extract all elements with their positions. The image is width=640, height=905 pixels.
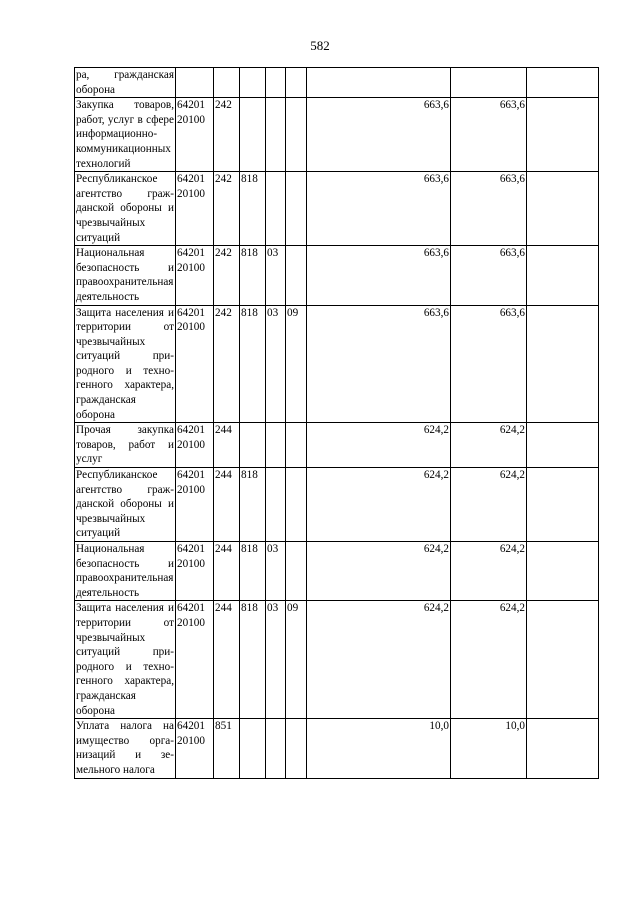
section-code: 03 [266, 601, 286, 719]
amount-cell-2: 10,0 [451, 719, 527, 778]
row-name: Республиканское агентство гражданской обороны и чрезвычайных ситуаций [75, 468, 176, 542]
empty-cell [527, 468, 599, 542]
table-row [75, 98, 599, 172]
row-name: Закупка товаров, работ, услуг в сфере информационно-коммуникационных технологий [75, 98, 176, 172]
subsection-code [286, 423, 307, 468]
table-row [75, 246, 599, 305]
amount-cell: 663,6 [307, 98, 451, 172]
administrator-code [240, 423, 266, 468]
target-article-code: 64201 20100 [176, 542, 214, 601]
table-row [75, 542, 599, 601]
target-article-code: 64201 20100 [176, 468, 214, 542]
amount-cell-2: 663,6 [451, 98, 527, 172]
table-row [75, 68, 599, 98]
administrator-code: 818 [240, 601, 266, 719]
empty-cell [527, 305, 599, 423]
target-article-code: 64201 20100 [176, 719, 214, 778]
empty-cell [527, 68, 599, 98]
amount-cell: 663,6 [307, 305, 451, 423]
target-article-code: 64201 20100 [176, 98, 214, 172]
subsection-code [286, 246, 307, 305]
row-name: Защита населения и территории от чрезвычайных ситуаций природного и техногенного характера, гражданская оборона [75, 305, 176, 423]
section-code [266, 468, 286, 542]
subsection-code: 09 [286, 305, 307, 423]
target-article-code: 64201 20100 [176, 423, 214, 468]
expense-type-code: 244 [214, 468, 240, 542]
expense-type-code: 244 [214, 542, 240, 601]
amount-cell-2: 663,6 [451, 305, 527, 423]
row-name: Республиканское агентство гражданской обороны и чрезвычайных ситуаций [75, 172, 176, 246]
page-number: 582 [310, 38, 330, 53]
expense-type-code: 242 [214, 172, 240, 246]
subsection-code [286, 68, 307, 98]
empty-cell [527, 172, 599, 246]
table-row [75, 423, 599, 468]
expense-type-code: 242 [214, 98, 240, 172]
amount-cell: 624,2 [307, 601, 451, 719]
amount-cell-2: 624,2 [451, 468, 527, 542]
expense-type-code [214, 68, 240, 98]
empty-cell [527, 601, 599, 719]
target-article-code [176, 68, 214, 98]
table-row [75, 468, 599, 542]
empty-cell [527, 246, 599, 305]
expense-type-code: 242 [214, 246, 240, 305]
administrator-code [240, 719, 266, 778]
administrator-code: 818 [240, 468, 266, 542]
administrator-code [240, 98, 266, 172]
section-code: 03 [266, 542, 286, 601]
table-row [75, 172, 599, 246]
section-code [266, 172, 286, 246]
amount-cell: 624,2 [307, 423, 451, 468]
amount-cell: 624,2 [307, 542, 451, 601]
subsection-code [286, 172, 307, 246]
row-name: Защита населения и территории от чрезвычайных ситуаций природного и техногенного характера, гражданская оборона [75, 601, 176, 719]
amount-cell-2 [451, 68, 527, 98]
amount-cell: 10,0 [307, 719, 451, 778]
row-name: ра, гражданская оборона [75, 68, 176, 98]
empty-cell [527, 719, 599, 778]
expense-type-code: 242 [214, 305, 240, 423]
amount-cell-2: 624,2 [451, 423, 527, 468]
expense-type-code: 244 [214, 423, 240, 468]
subsection-code [286, 468, 307, 542]
subsection-code [286, 542, 307, 601]
section-code: 03 [266, 305, 286, 423]
empty-cell [527, 423, 599, 468]
amount-cell [307, 68, 451, 98]
subsection-code [286, 98, 307, 172]
table-row [75, 305, 599, 423]
empty-cell [527, 98, 599, 172]
amount-cell-2: 624,2 [451, 542, 527, 601]
subsection-code [286, 719, 307, 778]
row-name: Прочая закупка товаров, работ и услуг [75, 423, 176, 468]
expense-type-code: 244 [214, 601, 240, 719]
amount-cell: 663,6 [307, 172, 451, 246]
amount-cell-2: 663,6 [451, 246, 527, 305]
amount-cell: 624,2 [307, 468, 451, 542]
amount-cell-2: 663,6 [451, 172, 527, 246]
row-name: Уплата налога на имущество организаций и земельного налога [75, 719, 176, 778]
section-code [266, 68, 286, 98]
section-code: 03 [266, 246, 286, 305]
target-article-code: 64201 20100 [176, 172, 214, 246]
administrator-code: 818 [240, 542, 266, 601]
table-row [75, 601, 599, 719]
administrator-code [240, 68, 266, 98]
administrator-code: 818 [240, 305, 266, 423]
target-article-code: 64201 20100 [176, 305, 214, 423]
target-article-code: 64201 20100 [176, 601, 214, 719]
amount-cell-2: 624,2 [451, 601, 527, 719]
row-name: Национальная безопасность и правоохранительная деятельность [75, 542, 176, 601]
table-row [75, 719, 599, 778]
row-name: Национальная безопасность и правоохранительная деятельность [75, 246, 176, 305]
expense-type-code: 851 [214, 719, 240, 778]
budget-table [74, 67, 599, 779]
administrator-code: 818 [240, 246, 266, 305]
amount-cell: 663,6 [307, 246, 451, 305]
empty-cell [527, 542, 599, 601]
section-code [266, 98, 286, 172]
section-code [266, 719, 286, 778]
administrator-code: 818 [240, 172, 266, 246]
section-code [266, 423, 286, 468]
subsection-code: 09 [286, 601, 307, 719]
target-article-code: 64201 20100 [176, 246, 214, 305]
